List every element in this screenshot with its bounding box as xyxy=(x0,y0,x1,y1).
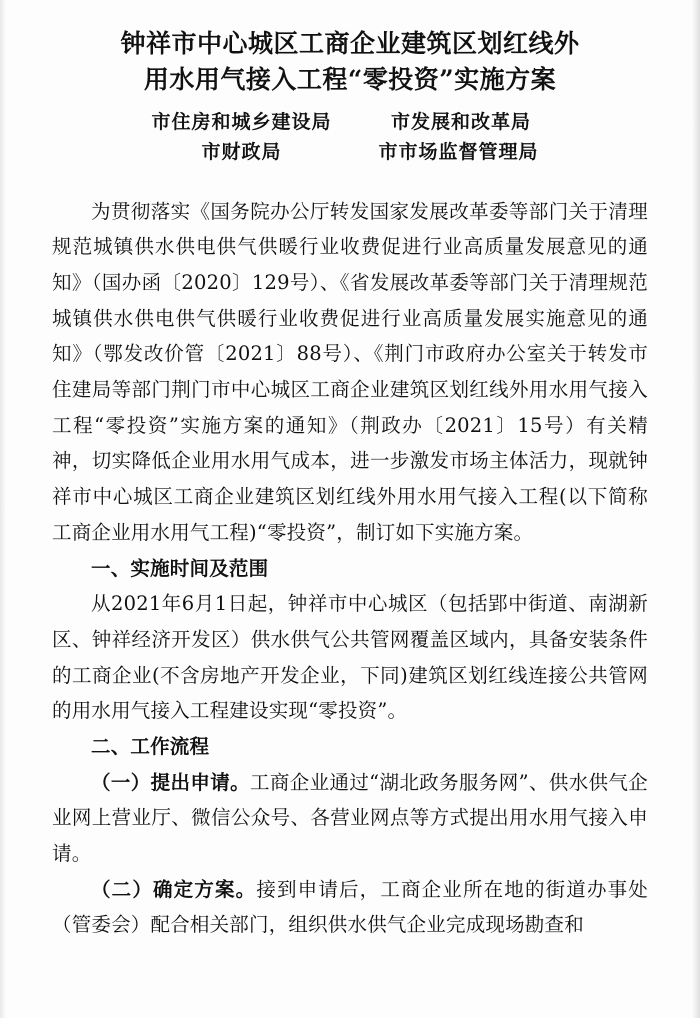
section-2-item-1 xyxy=(52,765,648,872)
issuer-row xyxy=(52,107,648,137)
page-title xyxy=(52,26,648,97)
section-2-item-2 xyxy=(52,872,648,943)
issuer-market-supervision: 市市场监督管理局 xyxy=(378,141,539,164)
document-body xyxy=(52,194,648,943)
page-right-edge xyxy=(692,0,700,1018)
section-2-item-1-lead: （一）提出申请。 xyxy=(91,770,250,794)
issuer-development-reform: 市发展和改革局 xyxy=(390,111,531,133)
preamble-paragraph: 为贯彻落实《国务院办公厅转发国家发展改革委等部门关于清理规范城镇供水供电供气供暖行业收费促进行业高质量发展意见的通知》（国办函〔2020〕129号）、《省发展改革委等部门关于清理规范城镇供水供电供气供暖行业收费促进行业高质量发展实施意见的通知》（鄂发改价管〔2021〕88号）、《荆门市政府办公室关于转发市住建局等部门荆门市中心城区工商企业建筑区划红线外用水用气接入工程“零投资”实施方案的通知》（荆政办〔2021〕15号）有关精神，切实降低企业用水用气成本，进一步激发市场主体活力，现就钟祥市中心城区工商企业建筑区划红线外用水用气接入工程(以下简称工商企业用水用气工程)“零投资”，制订如下实施方案。 xyxy=(52,199,648,544)
title-line-1: 钟祥市中心城区工商企业建筑区划红线外 xyxy=(120,29,580,58)
section-2-item-2-lead: （二）确定方案。 xyxy=(91,877,257,901)
section-2-item-1-text: 工商企业通过“湖北政务服务网”、供水供气企业网上营业厅、微信公众号、各营业网点等方式提出用水用气接入申请。 xyxy=(52,770,648,865)
issuing-departments xyxy=(52,107,648,168)
section-2-item-2-text: 接到申请后，工商企业所在地的街道办事处（管委会）配合相关部门，组织供水供气企业完成现场勘查和 xyxy=(52,877,648,937)
issuer-finance: 市财政局 xyxy=(201,141,282,164)
issuer-housing-construction: 市住房和城乡建设局 xyxy=(151,111,332,133)
issuer-row xyxy=(52,137,648,167)
section-1-body: 从2021年6月1日起，钟祥市中心城区（包括郢中街道、南湖新区、钟祥经济开发区）供水供气公共管网覆盖区域内，具备安装条件的工商企业(不含房地产开发企业，下同)建筑区划红线连接公共管网的用水用气接入工程建设实现“零投资”。 xyxy=(52,592,648,723)
section-1-heading: 一、实施时间及范围 xyxy=(91,556,269,580)
section-2-heading: 二、工作流程 xyxy=(91,734,210,758)
page-left-edge xyxy=(0,0,6,1018)
title-line-2: 用水用气接入工程“零投资”实施方案 xyxy=(143,64,557,94)
